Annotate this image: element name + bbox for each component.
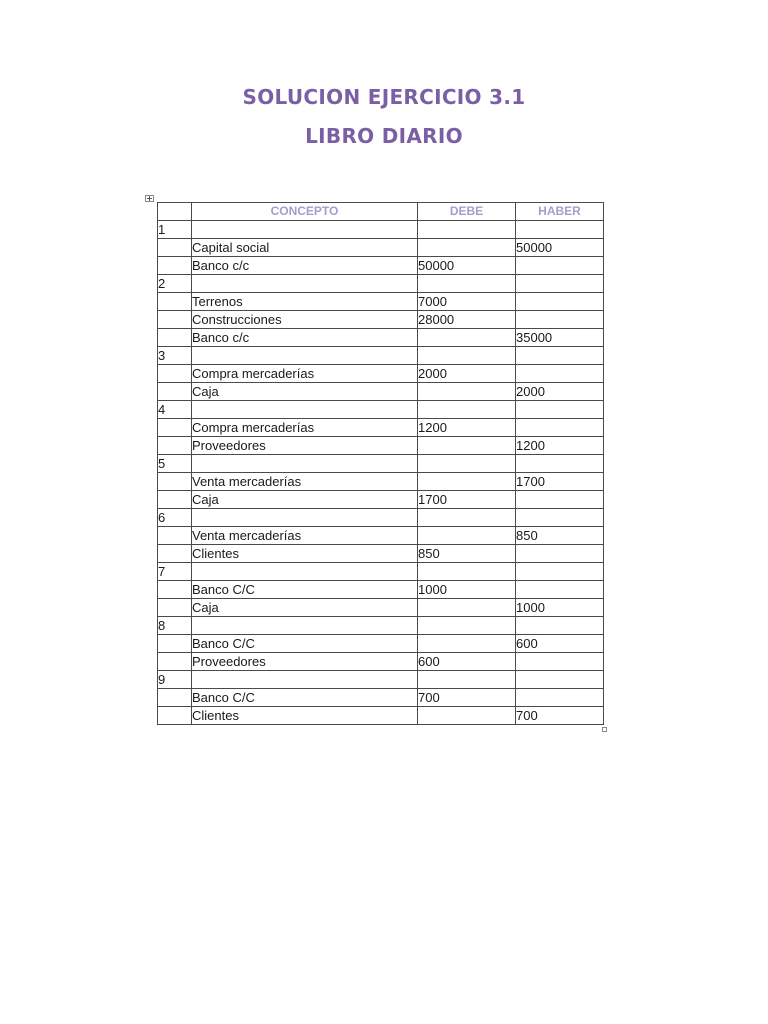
table-row	[158, 401, 604, 419]
concepto-cell: Compra mercaderías	[192, 419, 418, 437]
table-row	[158, 293, 604, 311]
concepto-cell	[192, 509, 418, 527]
concepto-cell: Proveedores	[192, 653, 418, 671]
debe-cell	[418, 239, 516, 257]
entry-number-cell	[158, 473, 192, 491]
debe-cell	[418, 383, 516, 401]
entry-number-cell	[158, 527, 192, 545]
debe-cell: 50000	[418, 257, 516, 275]
debe-cell: 600	[418, 653, 516, 671]
entry-number-cell: 9	[158, 671, 192, 689]
debe-cell	[418, 275, 516, 293]
table-row	[158, 689, 604, 707]
header-debe: DEBE	[418, 203, 516, 221]
table-row	[158, 527, 604, 545]
journal-table-body	[158, 221, 604, 725]
haber-cell	[516, 653, 604, 671]
table-row	[158, 473, 604, 491]
concepto-cell: Caja	[192, 491, 418, 509]
concepto-cell	[192, 275, 418, 293]
debe-cell	[418, 707, 516, 725]
entry-number-cell	[158, 293, 192, 311]
entry-number-cell	[158, 365, 192, 383]
haber-cell	[516, 419, 604, 437]
concepto-cell: Proveedores	[192, 437, 418, 455]
debe-cell	[418, 635, 516, 653]
journal-table	[157, 202, 604, 725]
debe-cell: 1200	[418, 419, 516, 437]
entry-number-cell: 5	[158, 455, 192, 473]
entry-number-cell: 2	[158, 275, 192, 293]
table-row	[158, 275, 604, 293]
table-header-row	[158, 203, 604, 221]
entry-number-cell: 6	[158, 509, 192, 527]
entry-number-cell	[158, 239, 192, 257]
table-row	[158, 437, 604, 455]
entry-number-cell: 3	[158, 347, 192, 365]
header-haber: HABER	[516, 203, 604, 221]
page-title: SOLUCION EJERCICIO 3.1	[242, 85, 526, 109]
haber-cell: 850	[516, 527, 604, 545]
debe-cell: 7000	[418, 293, 516, 311]
concepto-cell: Venta mercaderías	[192, 527, 418, 545]
haber-cell	[516, 689, 604, 707]
table-row	[158, 599, 604, 617]
haber-cell: 1700	[516, 473, 604, 491]
haber-cell	[516, 455, 604, 473]
table-row	[158, 617, 604, 635]
haber-cell: 600	[516, 635, 604, 653]
concepto-cell: Caja	[192, 383, 418, 401]
debe-cell	[418, 527, 516, 545]
entry-number-cell	[158, 329, 192, 347]
concepto-cell	[192, 347, 418, 365]
table-row	[158, 491, 604, 509]
table-row	[158, 257, 604, 275]
table-row	[158, 455, 604, 473]
table-row	[158, 581, 604, 599]
concepto-cell: Venta mercaderías	[192, 473, 418, 491]
haber-cell: 700	[516, 707, 604, 725]
haber-cell	[516, 221, 604, 239]
entry-number-cell	[158, 311, 192, 329]
haber-cell	[516, 257, 604, 275]
entry-number-cell	[158, 437, 192, 455]
debe-cell: 700	[418, 689, 516, 707]
concepto-cell: Clientes	[192, 545, 418, 563]
haber-cell	[516, 671, 604, 689]
entry-number-cell: 7	[158, 563, 192, 581]
table-move-handle-icon[interactable]	[145, 195, 154, 202]
entry-number-cell	[158, 581, 192, 599]
table-row	[158, 563, 604, 581]
debe-cell	[418, 221, 516, 239]
concepto-cell	[192, 455, 418, 473]
table-row	[158, 671, 604, 689]
table-resize-handle[interactable]	[602, 727, 607, 732]
concepto-cell	[192, 563, 418, 581]
table-row	[158, 221, 604, 239]
entry-number-cell: 8	[158, 617, 192, 635]
haber-cell: 2000	[516, 383, 604, 401]
concepto-cell: Banco C/C	[192, 581, 418, 599]
haber-cell	[516, 491, 604, 509]
concepto-cell: Banco c/c	[192, 257, 418, 275]
haber-cell	[516, 365, 604, 383]
haber-cell	[516, 401, 604, 419]
debe-cell: 28000	[418, 311, 516, 329]
concepto-cell: Construcciones	[192, 311, 418, 329]
haber-cell	[516, 347, 604, 365]
table-row	[158, 419, 604, 437]
debe-cell	[418, 401, 516, 419]
concepto-cell: Terrenos	[192, 293, 418, 311]
entry-number-cell	[158, 689, 192, 707]
table-row	[158, 329, 604, 347]
entry-number-cell	[158, 545, 192, 563]
concepto-cell: Banco c/c	[192, 329, 418, 347]
debe-cell	[418, 329, 516, 347]
entry-number-cell	[158, 599, 192, 617]
entry-number-cell	[158, 419, 192, 437]
entry-number-cell	[158, 491, 192, 509]
debe-cell	[418, 509, 516, 527]
table-row	[158, 509, 604, 527]
debe-cell	[418, 617, 516, 635]
entry-number-cell	[158, 383, 192, 401]
haber-cell	[516, 581, 604, 599]
entry-number-cell	[158, 635, 192, 653]
concepto-cell	[192, 617, 418, 635]
haber-cell: 1000	[516, 599, 604, 617]
header-cell-number	[158, 203, 192, 221]
debe-cell: 850	[418, 545, 516, 563]
haber-cell: 50000	[516, 239, 604, 257]
concepto-cell: Caja	[192, 599, 418, 617]
page-subtitle: LIBRO DIARIO	[305, 124, 463, 148]
table-row	[158, 347, 604, 365]
haber-cell	[516, 617, 604, 635]
entry-number-cell: 4	[158, 401, 192, 419]
haber-cell	[516, 311, 604, 329]
debe-cell: 1700	[418, 491, 516, 509]
table-row	[158, 635, 604, 653]
table-row	[158, 707, 604, 725]
debe-cell	[418, 599, 516, 617]
debe-cell	[418, 473, 516, 491]
concepto-cell: Banco C/C	[192, 689, 418, 707]
debe-cell	[418, 671, 516, 689]
entry-number-cell	[158, 707, 192, 725]
entry-number-cell	[158, 257, 192, 275]
header-concepto: CONCEPTO	[192, 203, 418, 221]
table-row	[158, 311, 604, 329]
table-row	[158, 383, 604, 401]
entry-number-cell	[158, 653, 192, 671]
debe-cell	[418, 437, 516, 455]
haber-cell	[516, 509, 604, 527]
concepto-cell	[192, 221, 418, 239]
concepto-cell: Clientes	[192, 707, 418, 725]
debe-cell	[418, 563, 516, 581]
haber-cell: 35000	[516, 329, 604, 347]
concepto-cell: Compra mercaderías	[192, 365, 418, 383]
haber-cell	[516, 275, 604, 293]
haber-cell	[516, 293, 604, 311]
debe-cell: 1000	[418, 581, 516, 599]
concepto-cell	[192, 671, 418, 689]
table-row	[158, 653, 604, 671]
haber-cell: 1200	[516, 437, 604, 455]
table-row	[158, 365, 604, 383]
concepto-cell: Banco C/C	[192, 635, 418, 653]
debe-cell: 2000	[418, 365, 516, 383]
table-row	[158, 239, 604, 257]
debe-cell	[418, 455, 516, 473]
haber-cell	[516, 563, 604, 581]
concepto-cell	[192, 401, 418, 419]
entry-number-cell: 1	[158, 221, 192, 239]
debe-cell	[418, 347, 516, 365]
table-row	[158, 545, 604, 563]
concepto-cell: Capital social	[192, 239, 418, 257]
haber-cell	[516, 545, 604, 563]
